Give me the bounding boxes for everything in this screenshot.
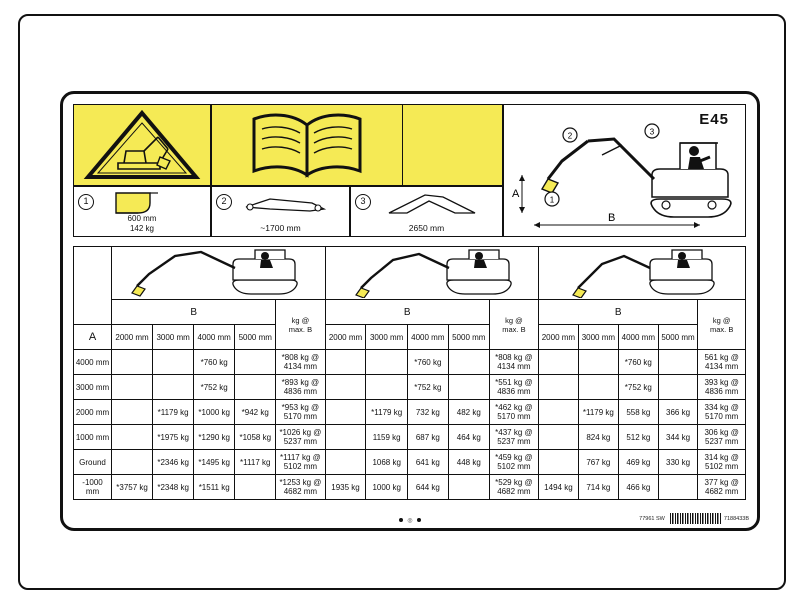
row-4-g2-kg-1: *459 kg @: [495, 453, 533, 462]
svg-text:B: B: [608, 212, 616, 224]
row-2-g2-2: 732 kg: [407, 400, 448, 425]
kg-header-line1-g2: kg @: [505, 315, 523, 325]
row-3-g2-0: [325, 425, 366, 450]
g1-dist-2: 4000 mm: [194, 325, 235, 350]
row-0-g2-1: [366, 350, 407, 375]
row-3-g3-3: 344 kg: [658, 425, 698, 450]
row-1-g1-kg: [276, 375, 325, 400]
row-1-g2-kg-1: *551 kg @: [495, 378, 533, 387]
g3-dist-2: 4000 mm: [618, 325, 658, 350]
row-4-g1-kg-1: *1117 kg @: [280, 453, 321, 462]
kg-header-line2: max. B: [288, 324, 313, 334]
row-3-g1-2: *1290 kg: [194, 425, 235, 450]
row-1-g1-kg-2: 4836 mm: [283, 387, 318, 396]
group-1-kg-header: [276, 300, 325, 350]
row-5-a: -1000 mm: [74, 475, 112, 500]
warning-panel: [73, 104, 211, 186]
row-0-g1-kg-2: 4134 mm: [283, 362, 318, 371]
row-3-g2-kg-1: *437 kg @: [495, 428, 533, 437]
row-5-g1-0: *3757 kg: [112, 475, 153, 500]
row-5-g2-0: 1935 kg: [325, 475, 366, 500]
label-sheet: [18, 14, 786, 590]
row-3-g2-kg: [489, 425, 538, 450]
machine-reach-diagram: [503, 104, 746, 237]
header-cell-A: A: [74, 325, 112, 350]
footer-dot-right: [417, 518, 421, 522]
row-3-g3-kg-2: 5237 mm: [705, 437, 739, 446]
row-0-g3-2: *760 kg: [618, 350, 658, 375]
kg-header-line1: kg @: [291, 315, 310, 325]
row-2-g1-3: *942 kg: [235, 400, 276, 425]
row-5-g2-kg: [489, 475, 538, 500]
row-5-g1-2: *1511 kg: [194, 475, 235, 500]
g2-dist-3: 5000 mm: [448, 325, 489, 350]
row-5-g1-kg: [276, 475, 325, 500]
row-2-g2-kg-1: *462 kg @: [495, 403, 533, 412]
boom-icon: [385, 191, 481, 217]
attachment-item-3: [350, 186, 503, 237]
table-pictogram-row: [74, 247, 746, 300]
lift-capacity-plate: [60, 91, 760, 531]
part-number: 77961 SW: [639, 515, 665, 522]
model-name: E45: [699, 111, 729, 128]
row-3-g1-0: [112, 425, 153, 450]
attachment-item-1: [73, 186, 211, 237]
row-5-g2-1: 1000 kg: [366, 475, 407, 500]
row-0-g1-kg: [276, 350, 325, 375]
kg-header-line2-g2: max. B: [502, 324, 526, 334]
warning-triangle-excavator-icon: [74, 105, 210, 184]
row-3-g2-kg-2: 5237 mm: [497, 437, 531, 446]
center-of-gravity-icon: ◎: [407, 518, 413, 524]
row-1-g2-0: [325, 375, 366, 400]
row-1-g3-kg-2: 4836 mm: [705, 387, 739, 396]
group-2-b-header: B: [325, 300, 489, 325]
table-b-header-row: [74, 300, 746, 325]
row-3-g3-2: 512 kg: [618, 425, 658, 450]
row-4-g2-3: 448 kg: [448, 450, 489, 475]
row-4-g2-kg-2: 5102 mm: [497, 462, 531, 471]
table-row: [74, 425, 746, 450]
callout-1: 1: [78, 194, 94, 210]
row-1-g1-kg-1: *893 kg @: [281, 378, 320, 387]
row-0-g3-kg-1: 561 kg @: [704, 353, 739, 362]
row-4-g1-0: [112, 450, 153, 475]
callout-3: 3: [355, 194, 371, 210]
row-2-g3-kg: [698, 400, 746, 425]
row-4-g1-1: *2346 kg: [153, 450, 194, 475]
row-0-g1-3: [235, 350, 276, 375]
row-5-g2-kg-2: 4682 mm: [497, 487, 531, 496]
row-2-g2-0: [325, 400, 366, 425]
lift-capacity-table: [73, 246, 746, 500]
row-2-g1-0: [112, 400, 153, 425]
row-2-g3-1: *1179 kg: [578, 400, 618, 425]
kg-header-line1-g3: kg @: [712, 315, 731, 325]
g1-dist-1: 3000 mm: [153, 325, 194, 350]
row-1-g1-1: [153, 375, 194, 400]
row-3-g1-kg: [276, 425, 325, 450]
item1-line1: 600 mm: [127, 214, 157, 223]
g2-dist-0: 2000 mm: [325, 325, 366, 350]
row-1-g2-kg-2: 4836 mm: [497, 387, 531, 396]
row-0-g2-0: [325, 350, 366, 375]
header-cell-A-spacer: [74, 247, 112, 325]
row-0-g3-0: [539, 350, 579, 375]
row-4-g3-kg: [698, 450, 746, 475]
group-3-pictogram: [539, 247, 746, 300]
bucket-icon: [104, 189, 168, 217]
row-4-g3-kg-1: 314 kg @: [704, 453, 739, 462]
row-0-g2-kg: [489, 350, 538, 375]
row-4-g3-3: 330 kg: [658, 450, 698, 475]
row-3-g1-kg-2: 5237 mm: [283, 437, 318, 446]
group-1-pictogram: [112, 247, 326, 300]
row-5-g1-3: [235, 475, 276, 500]
row-5-g3-0: 1494 kg: [539, 475, 579, 500]
g1-dist-0: 2000 mm: [112, 325, 153, 350]
row-0-g1-1: [153, 350, 194, 375]
row-2-g2-kg-2: 5170 mm: [497, 412, 531, 421]
row-4-g1-kg: [276, 450, 325, 475]
row-2-g1-kg-2: 5170 mm: [283, 412, 318, 421]
row-4-g1-2: *1495 kg: [194, 450, 235, 475]
row-4-g2-kg: [489, 450, 538, 475]
row-4-g2-2: 641 kg: [407, 450, 448, 475]
group-1-b-header: B: [112, 300, 276, 325]
group-2-pictogram: [325, 247, 539, 300]
group-2-kg-header: [489, 300, 538, 350]
row-5-g1-kg-1: *1253 kg @: [279, 478, 322, 487]
g3-dist-3: 5000 mm: [658, 325, 698, 350]
row-3-g3-kg-1: 306 kg @: [704, 428, 739, 437]
doc-number: 7188433B: [723, 515, 749, 522]
table-row: [74, 400, 746, 425]
row-2-g3-kg-1: 334 kg @: [704, 403, 739, 412]
svg-text:A: A: [512, 188, 520, 200]
row-3-g1-3: *1058 kg: [235, 425, 276, 450]
row-5-g3-2: 466 kg: [618, 475, 658, 500]
barcode-icon: [670, 513, 722, 524]
row-5-g3-1: 714 kg: [578, 475, 618, 500]
row-3-g3-0: [539, 425, 579, 450]
row-1-g3-1: [578, 375, 618, 400]
row-3-g2-3: 464 kg: [448, 425, 489, 450]
row-0-g3-1: [578, 350, 618, 375]
row-0-g1-kg-1: *808 kg @: [281, 353, 320, 362]
row-5-g3-kg-1: 377 kg @: [704, 478, 739, 487]
row-5-g3-3: [658, 475, 698, 500]
row-1-g3-kg: [698, 375, 746, 400]
row-4-g3-2: 469 kg: [618, 450, 658, 475]
row-2-g2-1: *1179 kg: [366, 400, 407, 425]
yellow-filler-panel: [403, 104, 503, 186]
row-3-g1-kg-1: *1026 kg @: [279, 428, 322, 437]
row-1-g2-2: *752 kg: [407, 375, 448, 400]
g3-dist-1: 3000 mm: [578, 325, 618, 350]
row-4-g3-1: 767 kg: [578, 450, 618, 475]
row-3-g3-1: 824 kg: [578, 425, 618, 450]
row-3-g2-2: 687 kg: [407, 425, 448, 450]
row-4-g2-1: 1068 kg: [366, 450, 407, 475]
row-0-g2-kg-1: *808 kg @: [495, 353, 533, 362]
callout-2: 2: [216, 194, 232, 210]
dipper-arm-icon: [240, 193, 330, 217]
row-5-g1-kg-2: 4682 mm: [283, 487, 318, 496]
open-book-icon: [212, 105, 402, 184]
row-2-g1-kg-1: *953 kg @: [281, 403, 320, 412]
item1-line2: 142 kg: [129, 224, 155, 233]
row-1-a: 3000 mm: [74, 375, 112, 400]
row-5-g3-kg-2: 4682 mm: [705, 487, 739, 496]
g2-dist-2: 4000 mm: [407, 325, 448, 350]
row-2-g3-kg-2: 5170 mm: [705, 412, 739, 421]
g1-dist-3: 5000 mm: [235, 325, 276, 350]
row-2-g3-0: [539, 400, 579, 425]
group-3-b-header: B: [539, 300, 698, 325]
row-2-g1-2: *1000 kg: [194, 400, 235, 425]
row-1-g3-2: *752 kg: [618, 375, 658, 400]
table-row: [74, 475, 746, 500]
row-0-g2-2: *760 kg: [407, 350, 448, 375]
footer-dot-left: [399, 518, 403, 522]
svg-text:2: 2: [567, 131, 573, 141]
row-0-g3-3: [658, 350, 698, 375]
row-2-g1-kg: [276, 400, 325, 425]
group-3-kg-header: [698, 300, 746, 350]
row-1-g3-kg-1: 393 kg @: [704, 378, 739, 387]
plate-part-codes: [639, 513, 749, 524]
g2-dist-1: 3000 mm: [366, 325, 407, 350]
table-row: [74, 350, 746, 375]
row-0-g1-0: [112, 350, 153, 375]
manual-panel: [211, 104, 403, 186]
row-3-g1-1: *1975 kg: [153, 425, 194, 450]
g3-dist-0: 2000 mm: [539, 325, 579, 350]
row-5-g2-kg-1: *529 kg @: [495, 478, 533, 487]
row-2-g2-kg: [489, 400, 538, 425]
row-4-g1-3: *1117 kg: [235, 450, 276, 475]
row-3-a: 1000 mm: [74, 425, 112, 450]
row-2-g3-3: 366 kg: [658, 400, 698, 425]
row-1-g1-3: [235, 375, 276, 400]
row-5-g2-2: 644 kg: [407, 475, 448, 500]
row-1-g2-1: [366, 375, 407, 400]
row-2-g3-2: 558 kg: [618, 400, 658, 425]
kg-header-line2-g3: max. B: [710, 324, 734, 334]
row-5-g1-1: *2348 kg: [153, 475, 194, 500]
row-4-a: Ground: [74, 450, 112, 475]
row-1-g1-2: *752 kg: [194, 375, 235, 400]
row-3-g2-1: 1159 kg: [366, 425, 407, 450]
row-1-g3-3: [658, 375, 698, 400]
row-5-g2-3: [448, 475, 489, 500]
item2-dimension: ~1700 mm: [260, 223, 301, 233]
row-4-g2-0: [325, 450, 366, 475]
row-1-g2-kg: [489, 375, 538, 400]
row-4-g3-kg-2: 5102 mm: [705, 462, 739, 471]
top-pictogram-band: [63, 94, 757, 246]
attachment-item-2: [211, 186, 350, 237]
row-0-g3-kg: [698, 350, 746, 375]
table-distance-header-row: [74, 325, 746, 350]
row-0-g3-kg-2: 4134 mm: [705, 362, 739, 371]
svg-text:3: 3: [649, 127, 655, 137]
row-4-g3-0: [539, 450, 579, 475]
row-0-a: 4000 mm: [74, 350, 112, 375]
row-2-a: 2000 mm: [74, 400, 112, 425]
row-4-g1-kg-2: 5102 mm: [283, 462, 318, 471]
table-row: [74, 450, 746, 475]
table-row: [74, 375, 746, 400]
row-2-g1-1: *1179 kg: [153, 400, 194, 425]
item3-dimension: 2650 mm: [408, 223, 445, 233]
row-1-g3-0: [539, 375, 579, 400]
row-0-g2-3: [448, 350, 489, 375]
row-2-g2-3: 482 kg: [448, 400, 489, 425]
svg-text:1: 1: [549, 195, 555, 205]
row-5-g3-kg: [698, 475, 746, 500]
row-3-g3-kg: [698, 425, 746, 450]
row-1-g1-0: [112, 375, 153, 400]
row-0-g1-2: *760 kg: [194, 350, 235, 375]
row-1-g2-3: [448, 375, 489, 400]
row-0-g2-kg-2: 4134 mm: [497, 362, 531, 371]
